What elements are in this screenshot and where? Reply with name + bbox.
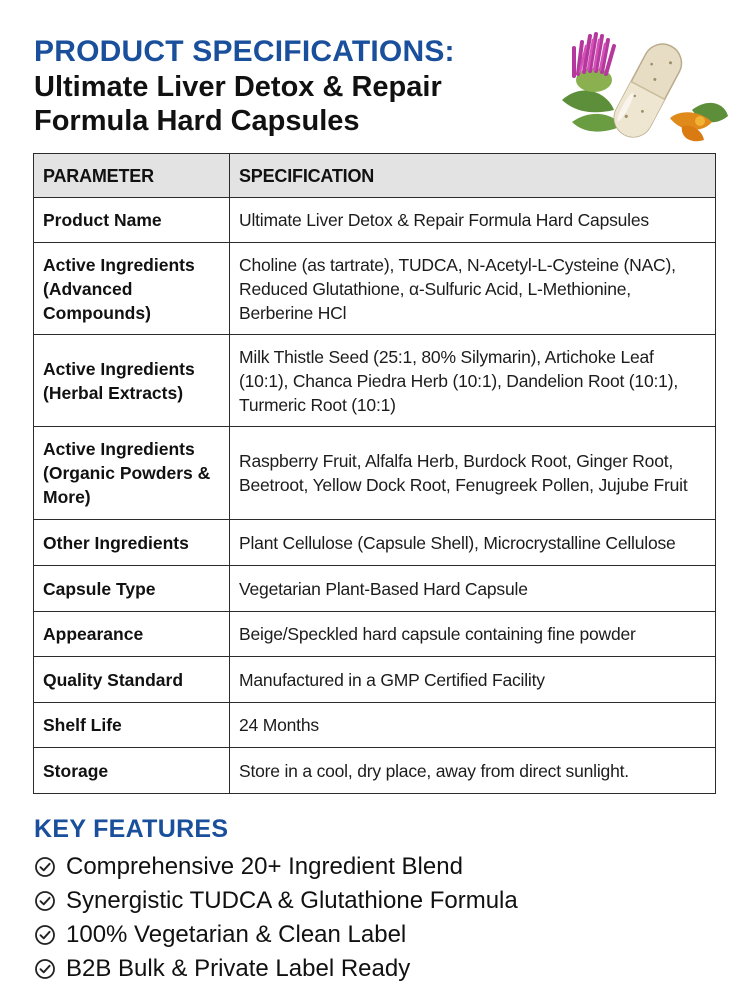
page-header	[34, 34, 554, 138]
check-circle-icon	[34, 856, 56, 878]
table-row	[34, 198, 716, 243]
row-parameter: Active Ingredients (Herbal Extracts)	[34, 335, 230, 427]
check-circle-icon	[34, 924, 56, 946]
row-parameter: Product Name	[34, 198, 230, 243]
table-row	[34, 520, 716, 566]
milk-thistle-capsule-icon	[552, 22, 732, 152]
list-item	[34, 850, 518, 884]
row-specification: Plant Cellulose (Capsule Shell), Microcrystalline Cellulose	[230, 520, 716, 566]
page-title-line-1: PRODUCT SPECIFICATIONS:	[34, 35, 455, 68]
table-row	[34, 612, 716, 657]
page-title-line-2: Ultimate Liver Detox & Repair	[34, 71, 442, 103]
row-specification: Milk Thistle Seed (25:1, 80% Silymarin), Artichoke Leaf (10:1), Chanca Piedra Herb (10:1), Dandelion Root (10:1), Turmeric Root (10:1)	[230, 335, 716, 427]
row-parameter: Storage	[34, 748, 230, 794]
row-specification: Raspberry Fruit, Alfalfa Herb, Burdock Root, Ginger Root, Beetroot, Yellow Dock Root, Fenugreek Pollen, Jujube Fruit	[230, 427, 716, 520]
feature-text: Synergistic TUDCA & Glutathione Formula	[66, 887, 518, 914]
feature-text: B2B Bulk & Private Label Ready	[66, 955, 411, 982]
row-parameter: Other Ingredients	[34, 520, 230, 566]
row-parameter: Quality Standard	[34, 657, 230, 703]
table-row	[34, 657, 716, 703]
table-row	[34, 748, 716, 794]
row-parameter: Shelf Life	[34, 703, 230, 748]
page-title-line-3: Formula Hard Capsules	[34, 105, 360, 137]
row-parameter: Appearance	[34, 612, 230, 657]
table-header-row	[34, 154, 716, 198]
list-item	[34, 884, 518, 918]
key-features-title: KEY FEATURES	[34, 815, 229, 843]
column-header-parameter: PARAMETER	[34, 154, 230, 198]
table-row	[34, 243, 716, 335]
row-parameter: Capsule Type	[34, 566, 230, 612]
row-specification: Beige/Speckled hard capsule containing fine powder	[230, 612, 716, 657]
product-illustration	[552, 22, 732, 152]
check-circle-icon	[34, 958, 56, 980]
row-specification: Store in a cool, dry place, away from direct sunlight.	[230, 748, 716, 794]
check-circle-icon	[34, 890, 56, 912]
row-specification: Manufactured in a GMP Certified Facility	[230, 657, 716, 703]
row-specification: Vegetarian Plant-Based Hard Capsule	[230, 566, 716, 612]
specifications-table	[33, 153, 716, 794]
list-item	[34, 918, 518, 952]
table-row	[34, 703, 716, 748]
table-row	[34, 427, 716, 520]
table-row	[34, 566, 716, 612]
row-specification: Ultimate Liver Detox & Repair Formula Hard Capsules	[230, 198, 716, 243]
row-specification: 24 Months	[230, 703, 716, 748]
table-row	[34, 335, 716, 427]
row-specification: Choline (as tartrate), TUDCA, N-Acetyl-L-Cysteine (NAC), Reduced Glutathione, α-Sulfuric Acid, L-Methionine, Berberine HCl	[230, 243, 716, 335]
key-features-list	[34, 850, 518, 986]
column-header-specification: SPECIFICATION	[230, 154, 716, 198]
row-parameter: Active Ingredients (Advanced Compounds)	[34, 243, 230, 335]
row-parameter: Active Ingredients (Organic Powders & More)	[34, 427, 230, 520]
feature-text: Comprehensive 20+ Ingredient Blend	[66, 853, 463, 880]
list-item	[34, 952, 518, 986]
feature-text: 100% Vegetarian & Clean Label	[66, 921, 407, 948]
